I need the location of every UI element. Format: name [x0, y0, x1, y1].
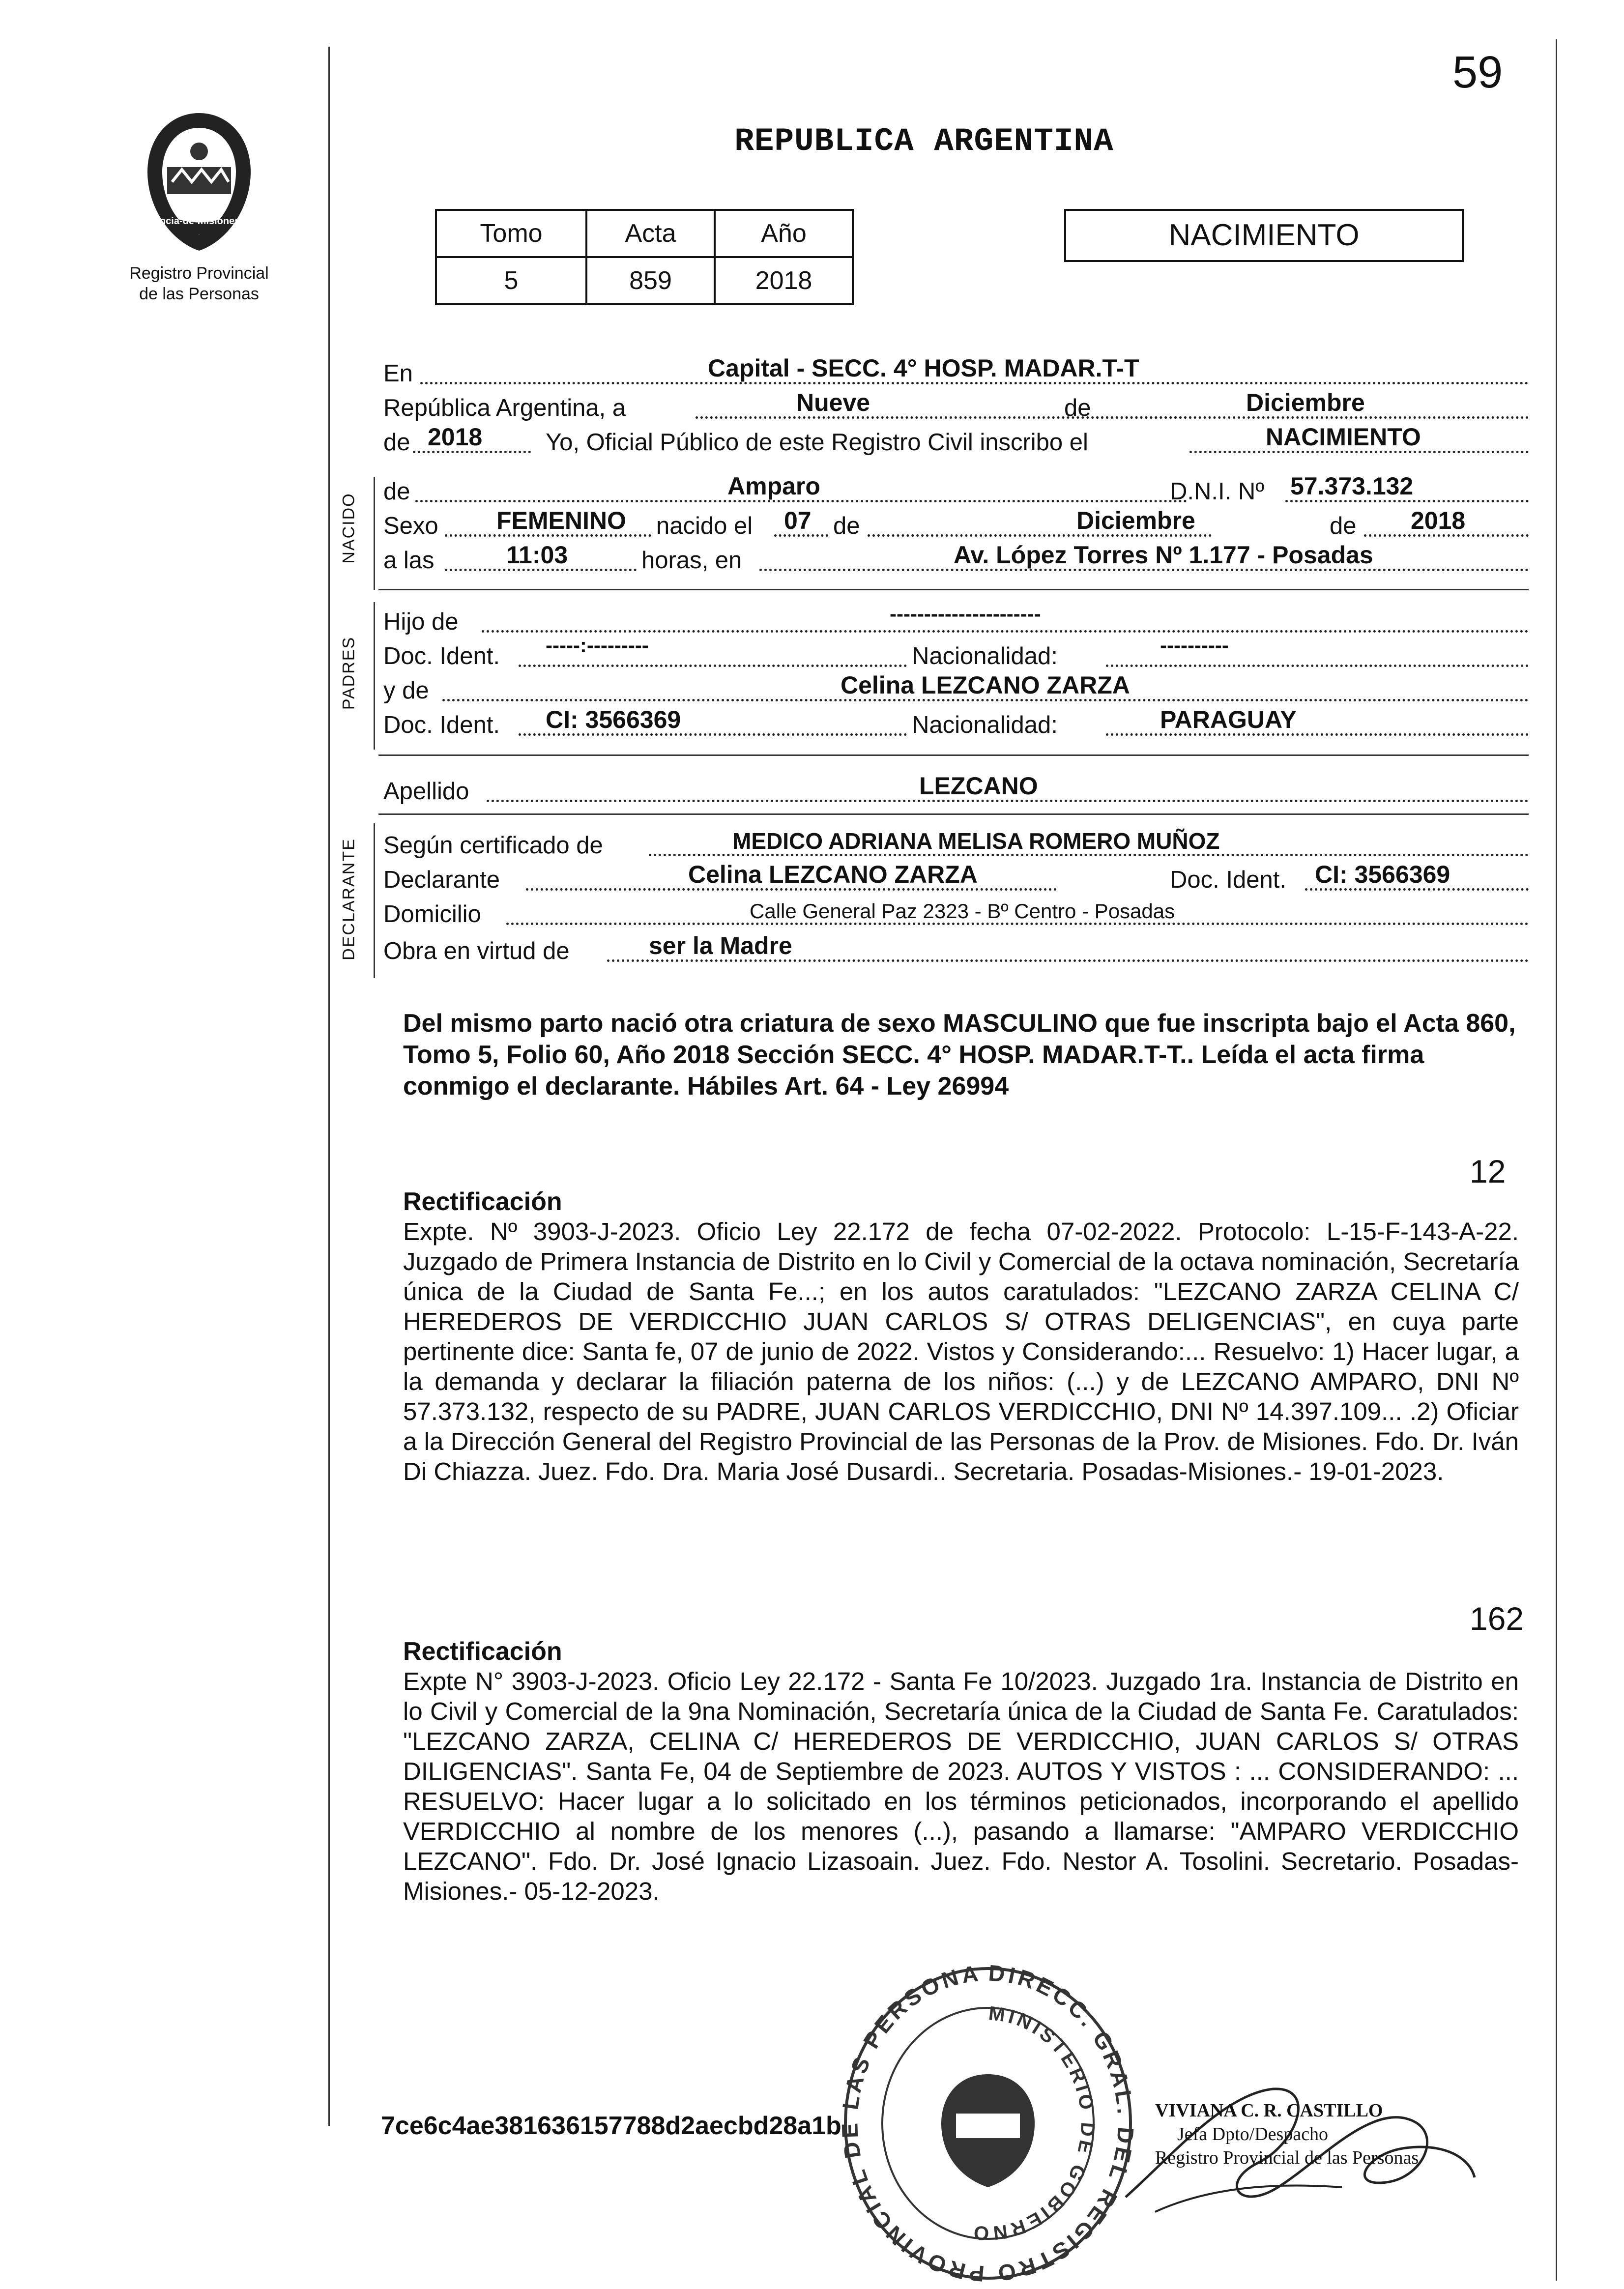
rectification-2-body: Expte N° 3903-J-2023. Oficio Ley 22.172 - Santa Fe 10/2023. Juzgado 1ra. Instancia de Distrito en lo Civil y Comercial de la 9na Nominación, Secretaría única de la Ciudad de Santa Fe. Caratulados: "LEZCANO ZARZA, CELINA C/ HEREDEROS DE VERDICCHIO, JUAN CARLOS S/ OTRAS DILIGENCIAS". Santa Fe, 04 de Septiembre de 2023. AUTOS Y VISTOS : ... CONSIDERANDO: ... RESUELVO: Hacer lugar a lo solicitado en los términos peticionados, incorporando el apellido VERDICCHIO al nombre de los menores (...), pasando a llamarse: "AMPARO VERDICCHIO LEZCANO". Fdo. Dr. José Ignacio Lizasoain. Juez. Fdo. Nestor A. Tosolini. Secretario. Posadas- Misiones.- 05-12-2023. [403, 1667, 1519, 1905]
right-margin-line [1556, 39, 1557, 2281]
signatory-title: Jefa Dpto/Despacho [1177, 2124, 1329, 2144]
date-de-label: de [1064, 395, 1091, 421]
certificado-label: Según certificado de [383, 832, 603, 859]
apellido-divider [378, 813, 1529, 815]
acta-value: 859 [586, 257, 715, 304]
mother-doc-label: Doc. Ident. [383, 712, 500, 738]
domicilio-line [383, 895, 1529, 930]
nacido-el-label: nacido el [656, 513, 753, 539]
father-doc-line [383, 634, 1529, 672]
place-line [383, 354, 1529, 389]
apellido-value: LEZCANO [919, 772, 1038, 800]
mother-nationality-label: Nacionalidad: [912, 712, 1058, 738]
declarante-bracket [374, 823, 375, 978]
time-value: 11:03 [506, 541, 568, 569]
padres-bracket [374, 602, 375, 750]
birth-de2-label: de [1330, 513, 1357, 539]
declarante-doc-value: CI: 3566369 [1315, 861, 1450, 888]
record-header-row [436, 210, 853, 257]
stamp-text: DIRECC. GRAL. DEL REGISTRO PROVINCIAL DE LAS PERSONA [837, 1961, 1139, 2286]
nacido-bracket [374, 477, 375, 590]
father-name-value: ---------------------- [890, 602, 1041, 625]
mother-name-value: Celina LEZCANO ZARZA [841, 671, 1130, 699]
twin-birth-note: Del mismo parto nació otra criatura de sexo MASCULINO que fue inscripta bajo el Acta 860, Tomo 5, Folio 60, Año 2018 Sección SECC. 4° HOSP. MADAR.T-T.. Leída el acta firma conmigo el declarante. Hábiles Art. 64 - Ley 26994 [403, 1009, 1516, 1101]
mother-nationality-value: PARAGUAY [1160, 706, 1297, 733]
sexo-value: FEMENINO [496, 507, 626, 534]
father-doc-label: Doc. Ident. [383, 643, 500, 669]
padres-section-label: PADRES [339, 636, 358, 710]
tomo-header: Tomo [436, 210, 586, 257]
provincia-de-misiones-seal-icon [125, 108, 273, 256]
official-stamp-icon [836, 1961, 1140, 2286]
declarante-section-label: DECLARANTE [339, 838, 358, 960]
rectification-1-body: Expte. Nº 3903-J-2023. Oficio Ley 22.172 de fecha 07-02-2022. Protocolo: L-15-F-143-A-22. Juzgado de Primera Instancia de Distrito en lo Civil y Comercial de la octava nominación, Secretaría única de la Ciudad de Santa Fe...; en los autos caratulados: "LEZCANO ZARZA CELINA C/ HEREDEROS DE VERDICCHIO JUAN CARLOS S/ OTRAS DELIGENCIAS", en cuya parte pertinente dice: Santa fe, 07 de junio de 2022. Vistos y Considerando:... Resuelvo: 1) Hacer lugar, a la demanda y declarar la filiación paterna de los niños: (...) y de LEZCANO AMPARO, DNI Nº 57.373.132, respecto de su PADRE, JUAN CARLOS VERDICCHIO, DNI Nº 14.397.109... .2) Oficiar a la Dirección General del Registro Provincial de las Personas de la Prov. de Misiones. Fdo. Dr. Iván Di Chiazza. Juez. Fdo. Dra. Maria José Dusardi.. Secretaria. Posadas-Misiones.- 19-01-2023. [403, 1217, 1519, 1485]
act-type-value: NACIMIENTO [1266, 423, 1421, 451]
stamp-inner-text: MINISTERIO DE GOBIERNO [970, 2002, 1099, 2244]
record-value-row [436, 257, 853, 304]
birth-day-value: 07 [784, 507, 812, 534]
mother-doc-line [383, 705, 1529, 741]
father-name-line [383, 602, 1529, 637]
declarante-value: Celina LEZCANO ZARZA [688, 861, 978, 888]
registry-name-line2: de las Personas [139, 285, 259, 303]
nacido-de-label: de [383, 478, 410, 505]
rectification-2-heading: Rectificación [403, 1637, 562, 1666]
certificado-value: MEDICO ADRIANA MELISA ROMERO MUÑOZ [732, 828, 1220, 854]
father-nationality-label: Nacionalidad: [912, 643, 1058, 669]
horas-en-label: horas, en [641, 547, 742, 574]
mother-doc-value: CI: 3566369 [546, 706, 681, 733]
dni-value: 57.373.132 [1290, 472, 1414, 500]
nacido-divider [378, 589, 1529, 590]
logo-lettering: provincia-de-misiones-seal [136, 216, 262, 227]
signature-block [1155, 2099, 1419, 2170]
date-line [383, 388, 1529, 424]
a-las-label: a las [383, 547, 435, 574]
place-value: Capital - SECC. 4° HOSP. MADAR.T-T [708, 354, 1139, 382]
declarante-label: Declarante [383, 867, 500, 893]
sexo-label: Sexo [383, 513, 438, 539]
father-doc-value: -----:--------- [546, 634, 649, 657]
year-de-label: de [383, 429, 410, 456]
page-number: 59 [1452, 47, 1503, 97]
acta-header: Acta [586, 210, 715, 257]
nacido-time-line [383, 541, 1529, 576]
day-word-value: Nueve [796, 389, 870, 416]
birth-place-value: Av. López Torres Nº 1.177 - Posadas [954, 541, 1373, 569]
birth-month-value: Diciembre [1076, 507, 1195, 534]
mother-name-line [383, 671, 1529, 706]
rectification-1-number: 12 [1470, 1153, 1506, 1189]
signatory-org: Registro Provincial de las Personas [1155, 2147, 1419, 2168]
obra-label: Obra en virtud de [383, 938, 570, 964]
apellido-label: Apellido [383, 778, 469, 805]
document-type-box: NACIMIENTO [1064, 209, 1464, 262]
month-value: Diciembre [1246, 389, 1365, 416]
registry-name [98, 263, 300, 304]
dni-label: D.N.I. Nº [1170, 478, 1265, 505]
tomo-value: 5 [436, 257, 586, 304]
rectification-2-number: 162 [1470, 1600, 1524, 1637]
birth-year-value: 2018 [1411, 507, 1466, 534]
signatory-name: VIVIANA C. R. CASTILLO [1155, 2100, 1383, 2121]
en-label: En [383, 360, 413, 387]
y-de-label: y de [383, 677, 429, 704]
child-name-value: Amparo [727, 472, 820, 500]
country-title: REPUBLICA ARGENTINA [734, 123, 1114, 160]
certificado-line [383, 826, 1529, 861]
nacido-section-label: NACIDO [339, 493, 358, 564]
nacido-sex-line [383, 506, 1529, 542]
padres-divider [378, 754, 1529, 756]
republic-label: República Argentina, a [383, 395, 626, 421]
domicilio-value: Calle General Paz 2323 - Bº Centro - Posadas [750, 899, 1175, 923]
obra-line [383, 931, 1529, 967]
ano-value: 2018 [715, 257, 853, 304]
rectification-1 [403, 1187, 1519, 1486]
hijo-de-label: Hijo de [383, 608, 459, 635]
birth-de-label: de [833, 513, 860, 539]
declarante-doc-label: Doc. Ident. [1170, 867, 1286, 893]
apellido-line [383, 772, 1529, 807]
rectification-2 [403, 1637, 1519, 1906]
year-value: 2018 [428, 423, 483, 451]
record-table [435, 209, 854, 305]
inscription-line [383, 423, 1529, 458]
rectification-1-heading: Rectificación [403, 1188, 562, 1216]
ano-header: Año [715, 210, 853, 257]
nacido-name-line [383, 472, 1529, 507]
inscribo-text: Yo, Oficial Público de este Registro Civil inscribo el [546, 429, 1088, 456]
left-margin-line [328, 47, 330, 2126]
document-hash: 7ce6c4ae381636157788d2aecbd28a1b [381, 2112, 841, 2140]
domicilio-label: Domicilio [383, 901, 481, 927]
registry-name-line1: Registro Provincial [129, 264, 269, 283]
obra-value: ser la Madre [649, 932, 792, 959]
father-nationality-value: ---------- [1160, 634, 1229, 657]
declarante-line [383, 860, 1529, 896]
